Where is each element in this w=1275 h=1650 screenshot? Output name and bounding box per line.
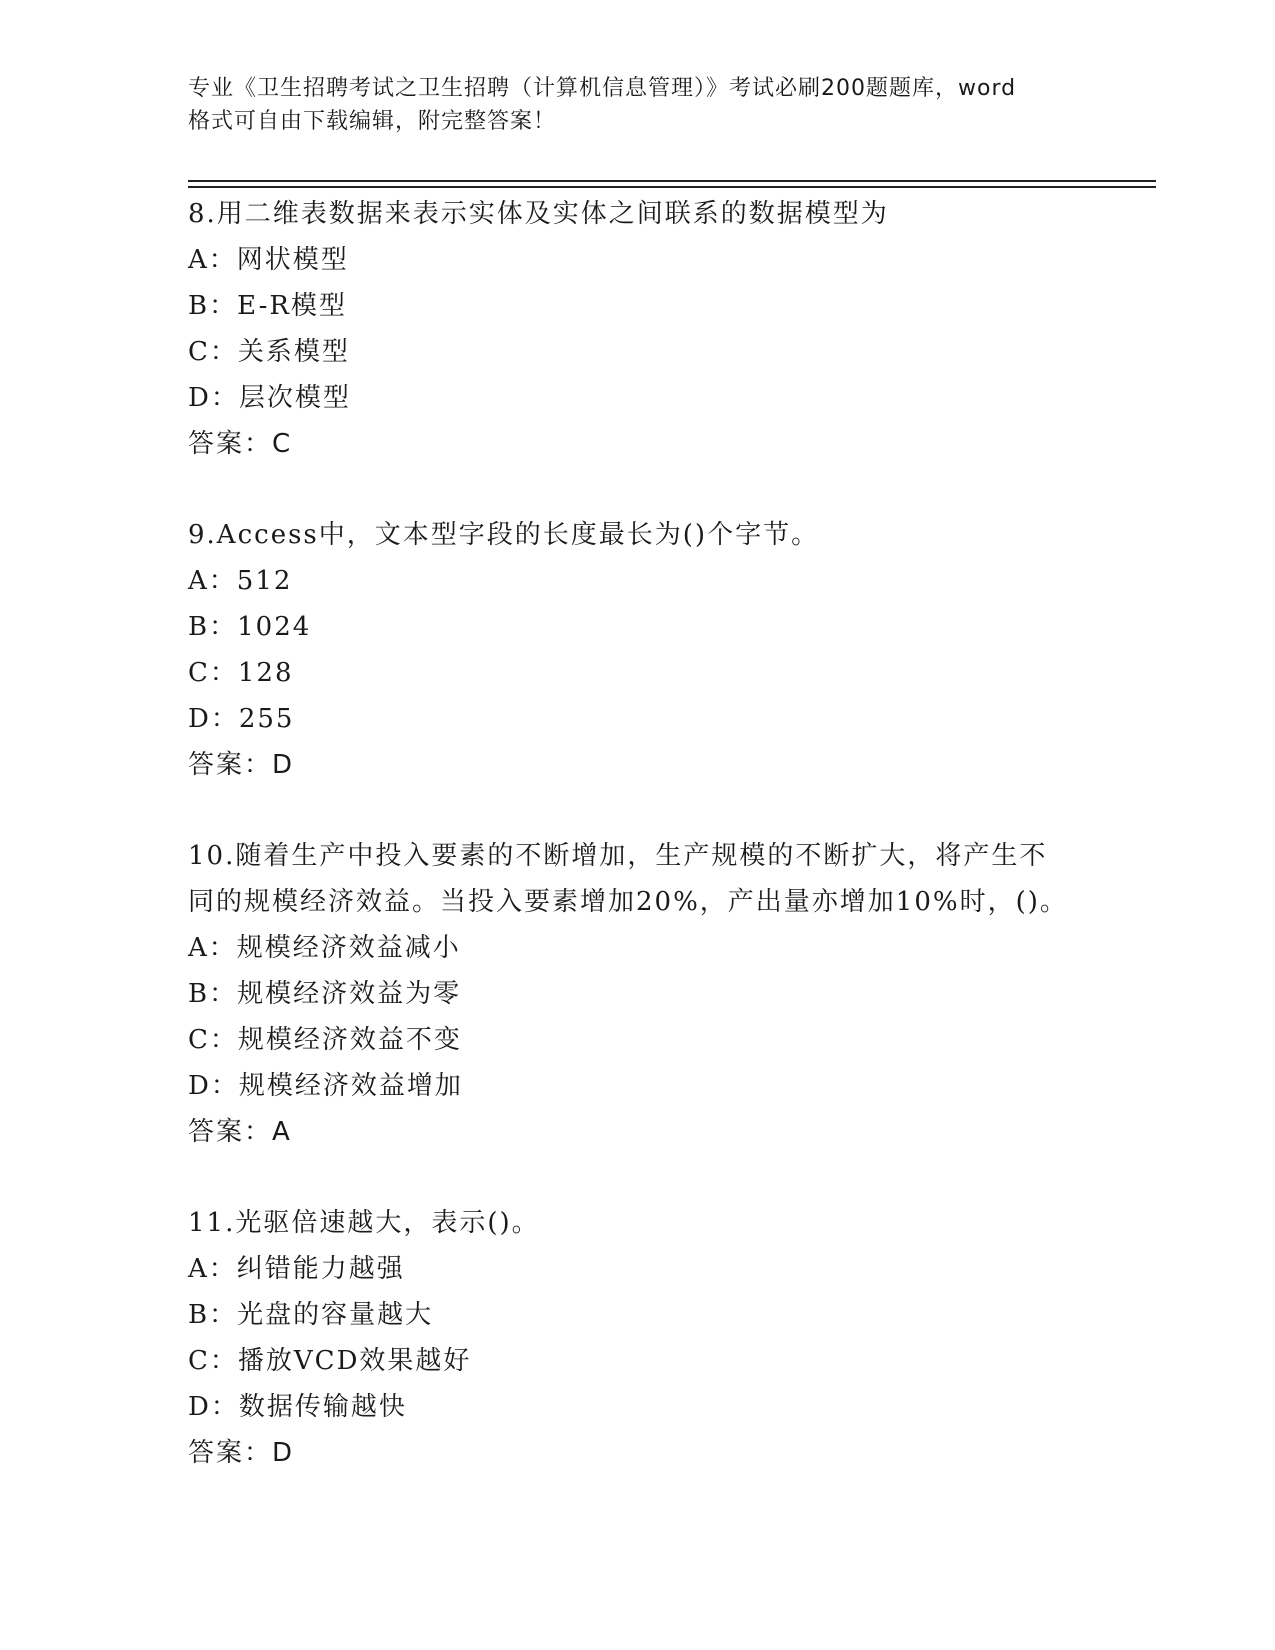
question-10	[188, 833, 1148, 1155]
header-line-2: 格式可自由下载编辑，附完整答案！	[188, 109, 557, 134]
question-text	[188, 1200, 1148, 1246]
header-divider-bottom	[188, 186, 1156, 188]
document-header	[188, 72, 1108, 138]
option-a: A：512	[188, 566, 293, 596]
question-text-line: 11.光驱倍速越大，表示()。	[188, 1208, 540, 1238]
question-text	[188, 512, 1148, 558]
option-a: A：网状模型	[188, 245, 349, 275]
option-a: A：纠错能力越强	[188, 1254, 405, 1284]
option-d: D：规模经济效益增加	[188, 1071, 463, 1101]
option-c: C：规模经济效益不变	[188, 1025, 462, 1055]
answer: 答案：D	[188, 750, 295, 780]
answer: 答案：D	[188, 1438, 295, 1468]
option-b: B：规模经济效益为零	[188, 979, 462, 1009]
question-text-line: 10.随着生产中投入要素的不断增加，生产规模的不断扩大，将产生不	[188, 841, 1048, 871]
question-list	[188, 191, 1148, 1521]
question-8	[188, 191, 1148, 467]
header-divider-top	[188, 180, 1156, 182]
question-text-line: 同的规模经济效益。当投入要素增加20%，产出量亦增加10%时，()。	[188, 887, 1068, 917]
question-text-line: 8.用二维表数据来表示实体及实体之间联系的数据模型为	[188, 199, 889, 229]
option-d: D：255	[188, 704, 295, 734]
option-a: A：规模经济效益减小	[188, 933, 461, 963]
answer: 答案：A	[188, 1117, 292, 1147]
option-b: B：E-R模型	[188, 291, 347, 321]
question-9	[188, 512, 1148, 788]
header-line-1: 专业《卫生招聘考试之卫生招聘（计算机信息管理）》考试必刷200题题库，word	[188, 76, 1017, 101]
question-text-line: 9.Access中，文本型字段的长度最长为()个字节。	[188, 520, 820, 550]
option-c: C：播放VCD效果越好	[188, 1346, 472, 1376]
option-c: C：关系模型	[188, 337, 350, 367]
option-b: B：1024	[188, 612, 312, 642]
question-11	[188, 1200, 1148, 1476]
question-text	[188, 191, 1148, 237]
option-c: C：128	[188, 658, 294, 688]
option-d: D：层次模型	[188, 383, 351, 413]
option-b: B：光盘的容量越大	[188, 1300, 434, 1330]
question-text	[188, 833, 1148, 925]
answer: 答案：C	[188, 429, 293, 459]
option-d: D：数据传输越快	[188, 1392, 407, 1422]
